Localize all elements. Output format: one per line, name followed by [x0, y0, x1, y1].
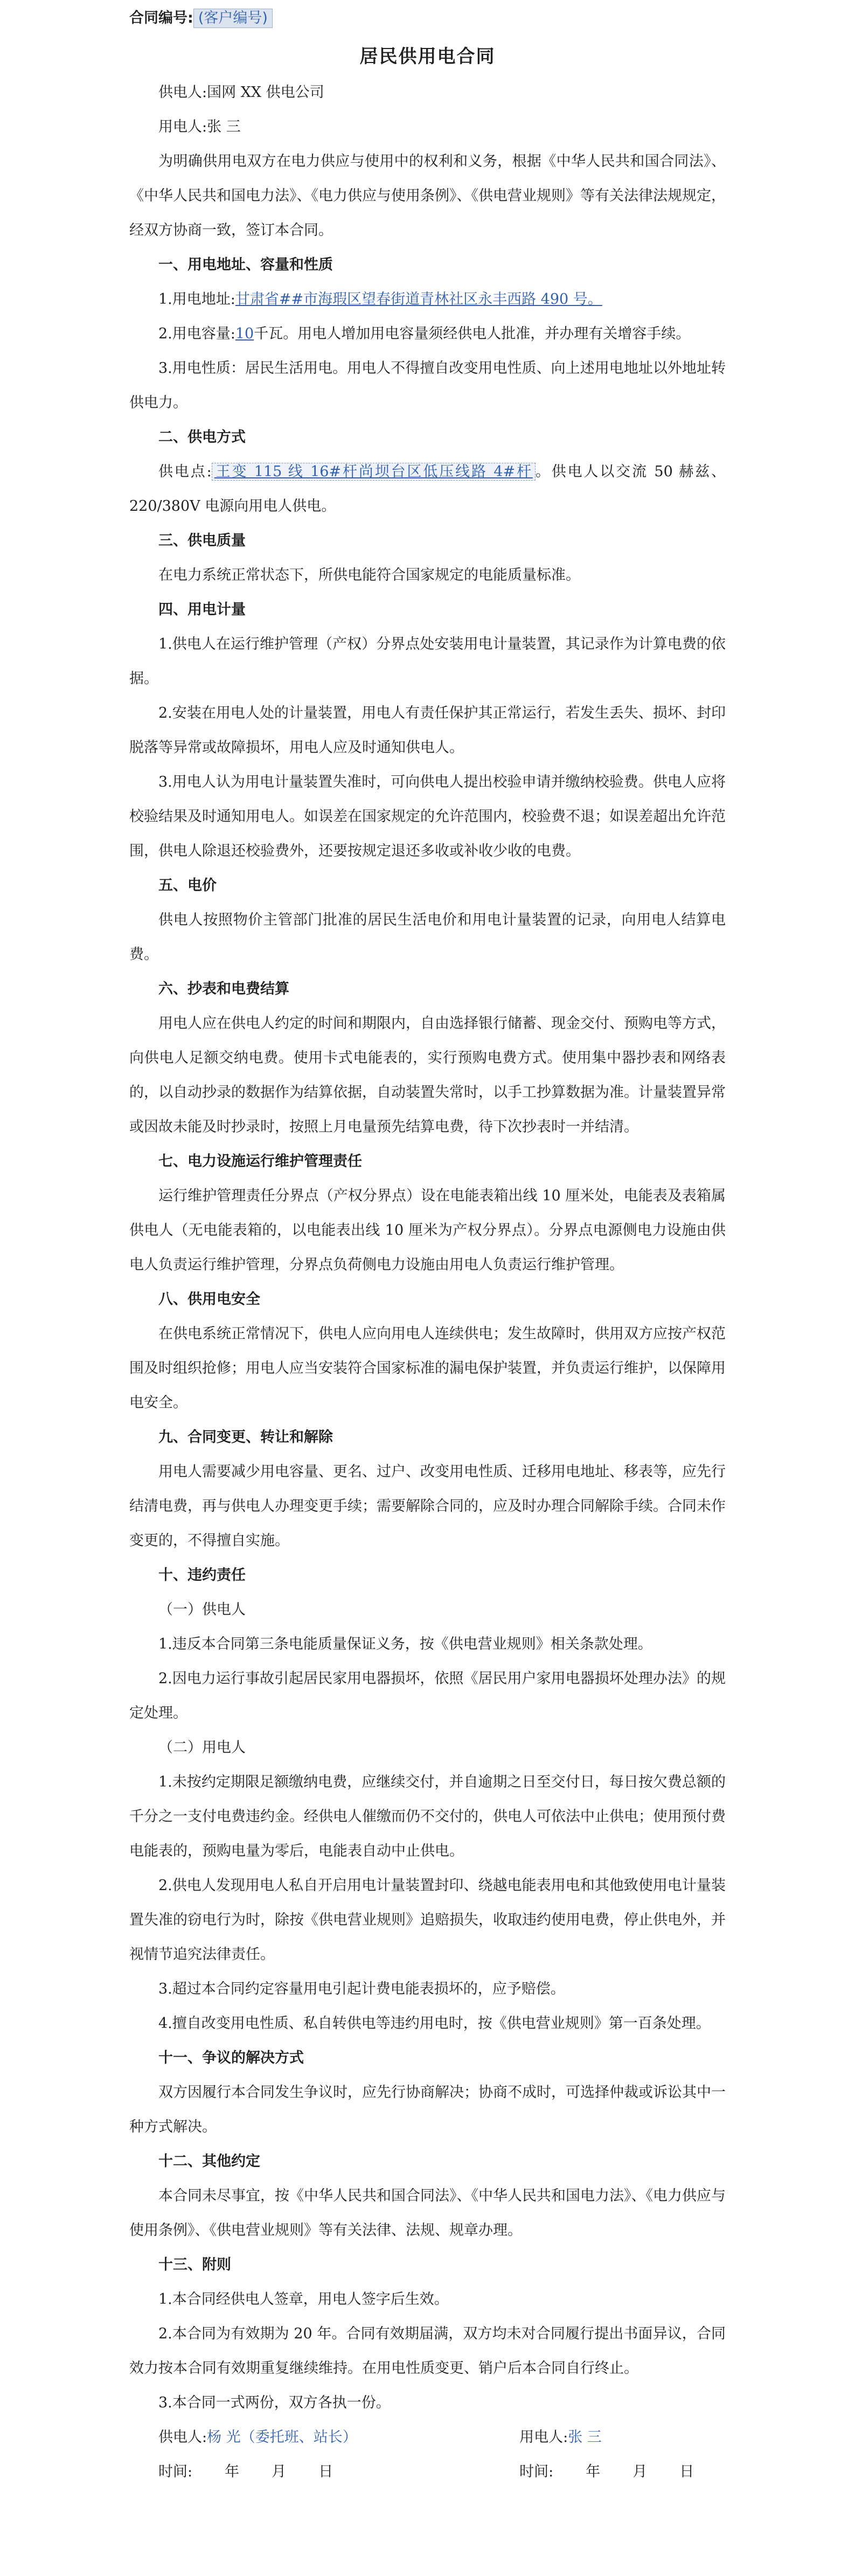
section-1-heading: 一、用电地址、容量和性质 [158, 256, 333, 273]
s13-paragraph-3: 3.本合同一式两份，双方各执一份。 [158, 2394, 391, 2411]
contract-number-field[interactable]: (客户编号) [193, 9, 273, 28]
user-label: 用电人: [158, 119, 207, 135]
s11-paragraph: 双方因履行本合同发生争议时，应先行协商解决；协商不成时，可选择仲裁或诉讼其中一种方式解决。 [129, 2084, 726, 2135]
s2-supply-point-field[interactable]: 王变 115 线 16#杆尚坝台区低压线路 4#杆 [212, 463, 536, 481]
user-signature-label: 用电人: [519, 2429, 568, 2446]
section-8-heading: 八、供用电安全 [158, 1291, 260, 1308]
s1-address-prefix: 1.用电地址: [158, 291, 235, 308]
supplier-time-label: 时间: [158, 2463, 193, 2480]
section-5-heading: 五、电价 [158, 877, 217, 894]
s6-paragraph: 用电人应在供电人约定的时间和期限内，自由选择银行储蓄、现金交付、预购电等方式，向供电人足额交纳电费。使用卡式电能表的，实行预购电费方式。使用集中器抄表和网络表的，以自动抄录的数据作为结算依据，自动装置失常时，以手工抄算数据为准。计量装置异常或因故未能及时抄录时，按照上月电量预先结算电费，待下次抄表时一并结清。 [129, 1015, 726, 1135]
s1-capacity-field[interactable]: 10 [235, 325, 254, 342]
s2-supply-point-suffix: 。供电人以交流 50 赫兹、220/380V 电源向用电人供电。 [129, 463, 726, 515]
s12-paragraph: 本合同未尽事宜，按《中华人民共和国合同法》、《中华人民共和国电力法》、《电力供应与使用条例》、《供电营业规则》等有关法律、法规、规章办理。 [129, 2188, 726, 2239]
s10-supplier-item-1: 1.违反本合同第三条电能质量保证义务，按《供电营业规则》相关条款处理。 [158, 1636, 652, 1652]
section-12-heading: 十二、其他约定 [158, 2153, 260, 2170]
supplier-date [158, 2455, 519, 2489]
user-date-day: 日 [679, 2463, 694, 2480]
supplier-date-month: 月 [272, 2463, 287, 2480]
section-2-heading: 二、供电方式 [158, 429, 246, 446]
user-name: 张 三 [207, 119, 241, 135]
section-13-heading: 十三、附则 [158, 2256, 231, 2273]
supplier-name: 国网 XX 供电公司 [207, 84, 324, 101]
s10-user-item-4: 4.擅自改变用电性质、私自转供电等违约用电时，按《供电营业规则》第一百条处理。 [158, 2015, 711, 2032]
user-date-month: 月 [632, 2463, 648, 2480]
supplier-label: 供电人: [158, 84, 207, 101]
contract-number-label: 合同编号: [129, 10, 193, 26]
s10-user-item-2: 2.供电人发现用电人私自开启用电计量装置封印、绕越电能表用电和其他致使用电计量装置失准的窃电行为时，除按《供电营业规则》追赔损失，收取违约使用电费，停止供电外，并视情节追究法律责任。 [129, 1877, 726, 1963]
s13-paragraph-1: 1.本合同经供电人签章，用电人签字后生效。 [158, 2291, 449, 2308]
user-signature [519, 2420, 726, 2455]
s4-paragraph-1: 1.供电人在运行维护管理（产权）分界点处安装用电计量装置，其记录作为计算电费的依据。 [129, 636, 726, 687]
s10-sub-user: （二）用电人 [158, 1739, 246, 1756]
supplier-signature-field[interactable]: 杨 光（委托班、站长） [207, 2429, 357, 2446]
section-6-heading: 六、抄表和电费结算 [158, 981, 289, 997]
supplier-signature [158, 2420, 519, 2455]
s10-supplier-item-2: 2.因电力运行事故引起居民家用电器损坏，依照《居民用户家用电器损坏处理办法》的规定处理。 [129, 1670, 726, 1721]
s8-paragraph: 在供电系统正常情况下，供电人应向用电人连续供电；发生故障时，供用双方应按产权范围及时组织抢修；用电人应当安装符合国家标准的漏电保护装置，并负责运行维护，以保障用电安全。 [129, 1325, 726, 1411]
supplier-line [129, 75, 726, 110]
section-3-heading: 三、供电质量 [158, 532, 246, 549]
s7-paragraph: 运行维护管理责任分界点（产权分界点）设在电能表箱出线 10 厘米处，电能表及表箱属供电人（无电能表箱的，以电能表出线 10 厘米为产权分界点）。分界点电源侧电力设施由供电人负责运行维护管理，分界点负荷侧电力设施由用电人负责运行维护管理。 [129, 1188, 726, 1273]
s1-capacity-line [129, 317, 726, 351]
s10-user-item-1: 1.未按约定期限足额缴纳电费，应继续交付，并自逾期之日至交付日，每日按欠费总额的千分之一支付电费违约金。经供电人催缴而仍不交付的，供电人可依法中止供电；使用预付费电能表的，预购电量为零后，电能表自动中止供电。 [129, 1774, 726, 1859]
section-11-heading: 十一、争议的解决方式 [158, 2050, 304, 2066]
user-date [519, 2455, 726, 2489]
section-7-heading: 七、电力设施运行维护管理责任 [158, 1153, 362, 1170]
s2-supply-point-prefix: 供电点: [158, 463, 212, 480]
s1-address-field[interactable]: 甘肃省##市海瑕区望春街道青林社区永丰西路 490 号。 [235, 291, 602, 308]
section-9-heading: 九、合同变更、转让和解除 [158, 1429, 333, 1446]
user-line [129, 110, 726, 144]
intro-paragraph: 为明确供用电双方在电力供应与使用中的权利和义务，根据《中华人民共和国合同法》、《中华人民共和国电力法》、《电力供应与使用条例》、《供电营业规则》等有关法律法规规定，经双方协商一致，签订本合同。 [129, 153, 726, 239]
s5-paragraph: 供电人按照物价主管部门批准的居民生活电价和用电计量装置的记录，向用电人结算电费。 [129, 912, 726, 963]
user-date-year: 年 [586, 2463, 601, 2480]
s1-address-line [129, 282, 726, 317]
s13-paragraph-2: 2.本合同为有效期为 20 年。合同有效期届满，双方均未对合同履行提出书面异议，合同效力按本合同有效期重复继续维持。在用电性质变更、销户后本合同自行终止。 [129, 2325, 726, 2377]
s1-capacity-suffix: 千瓦。用电人增加用电容量须经供电人批准，并办理有关增容手续。 [254, 325, 691, 342]
signature-dates-row [129, 2455, 726, 2489]
section-4-heading: 四、用电计量 [158, 601, 246, 618]
s1-nature-paragraph: 3.用电性质：居民生活用电。用电人不得擅自改变用电性质、向上述用电地址以外地址转供电力。 [129, 360, 726, 411]
user-time-label: 时间: [519, 2463, 554, 2480]
s3-paragraph: 在电力系统正常状态下，所供电能符合国家规定的电能质量标准。 [158, 567, 580, 584]
document-title: 居民供用电合同 [359, 46, 496, 67]
user-signature-field[interactable]: 张 三 [568, 2429, 602, 2446]
signature-names-row [129, 2420, 726, 2455]
s10-sub-supplier: （一）供电人 [158, 1601, 246, 1618]
s4-paragraph-3: 3.用电人认为用电计量装置失准时，可向供电人提出校验申请并缴纳校验费。供电人应将校验结果及时通知用电人。如误差在国家规定的允许范围内，校验费不退；如误差超出允许范围，供电人除退还校验费外，还要按规定退还多收或补收少收的电费。 [129, 774, 726, 859]
s9-paragraph: 用电人需要减少用电容量、更名、过户、改变用电性质、迁移用电地址、移表等，应先行结清电费，再与供电人办理变更手续；需要解除合同的，应及时办理合同解除手续。合同未作变更的，不得擅自实施。 [129, 1463, 726, 1549]
section-10-heading: 十、违约责任 [158, 1567, 246, 1584]
s4-paragraph-2: 2.安装在用电人处的计量装置，用电人有责任保护其正常运行，若发生丢失、损坏、封印脱落等异常或故障损坏，用电人应及时通知供电人。 [129, 705, 726, 756]
supplier-date-year: 年 [225, 2463, 240, 2480]
s10-user-item-3: 3.超过本合同约定容量用电引起计费电能表损坏的，应予赔偿。 [158, 1981, 565, 1997]
s2-supply-point-paragraph [129, 455, 726, 524]
supplier-signature-label: 供电人: [158, 2429, 207, 2446]
contract-number-line [129, 8, 726, 32]
supplier-date-day: 日 [318, 2463, 333, 2480]
s1-capacity-prefix: 2.用电容量: [158, 325, 235, 342]
